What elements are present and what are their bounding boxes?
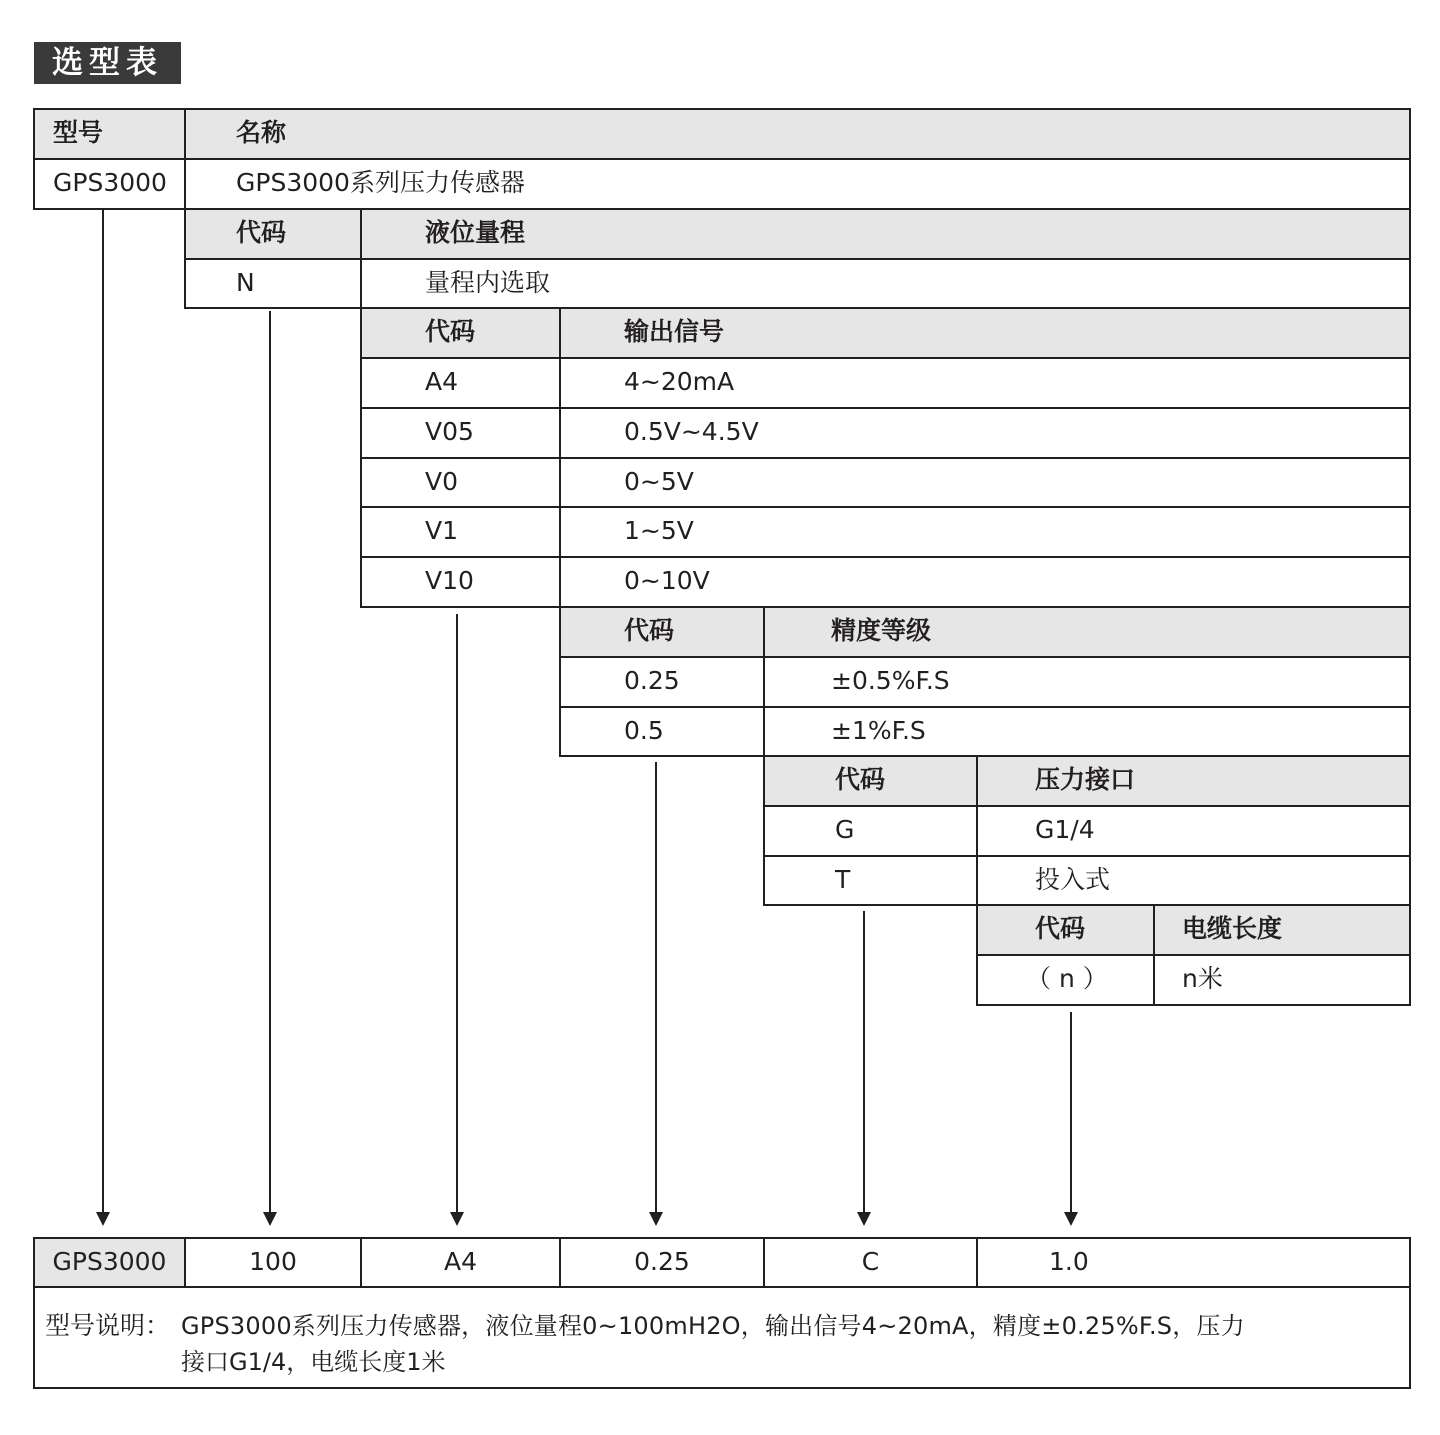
output-code-cell: V10 [360,556,561,608]
model-desc-cell: GPS3000系列压力传感器 [184,158,1411,210]
interface-code-header: 代码 [763,755,978,807]
interface-name-header: 压力接口 [976,755,1411,807]
cable-code-header: 代码 [976,904,1155,956]
arrow-model [102,210,104,1212]
arrow-head-cable [1064,1212,1078,1226]
arrow-interface [863,911,865,1212]
output-code-cell: V0 [360,457,561,508]
note-line-1: GPS3000系列压力传感器，液位量程0~100mH2O，输出信号4~20mA，精度±0.25%F.S，压力 [181,1312,1245,1340]
arrow-head-output [450,1212,464,1226]
cable-code-cell: （ n ） [976,954,1155,1006]
page-title: 选型表 [34,42,181,84]
interface-desc-cell: 投入式 [976,855,1411,906]
arrow-head-interface [857,1212,871,1226]
cable-name-header: 电缆长度 [1153,904,1411,956]
accuracy-desc-cell: ±1%F.S [763,706,1411,757]
output-desc-cell: 4~20mA [559,357,1411,409]
model-code-header: 型号 [33,108,186,160]
example-value-cable: 1.0 [976,1237,1411,1288]
arrow-cable [1070,1012,1072,1212]
model-code-cell: GPS3000 [33,158,186,210]
output-code-cell: V05 [360,407,561,459]
model-name-header: 名称 [184,108,1411,160]
interface-code-cell: G [763,805,978,857]
range-code-header: 代码 [184,208,362,260]
range-desc-cell: 量程内选取 [360,258,1411,309]
output-desc-cell: 0~5V [559,457,1411,508]
arrow-head-accuracy [649,1212,663,1226]
note-label: 型号说明： [45,1311,171,1340]
accuracy-code-cell: 0.25 [559,656,765,708]
cable-desc-cell: n米 [1153,954,1411,1006]
accuracy-name-header: 精度等级 [763,606,1411,658]
output-name-header: 输出信号 [559,307,1411,359]
example-value-accuracy: 0.25 [559,1237,765,1288]
interface-code-cell: T [763,855,978,906]
range-code-cell: N [184,258,362,309]
arrow-accuracy [655,762,657,1212]
output-desc-cell: 1~5V [559,506,1411,558]
output-code-header: 代码 [360,307,561,359]
output-desc-cell: 0.5V~4.5V [559,407,1411,459]
arrow-output [456,614,458,1212]
output-code-cell: A4 [360,357,561,409]
output-code-cell: V1 [360,506,561,558]
range-name-header: 液位量程 [360,208,1411,260]
example-value-range: 100 [184,1237,362,1288]
accuracy-code-cell: 0.5 [559,706,765,757]
accuracy-desc-cell: ±0.5%F.S [763,656,1411,708]
example-value-interface: C [763,1237,978,1288]
arrow-range [269,311,271,1212]
interface-desc-cell: G1/4 [976,805,1411,857]
arrow-head-model [96,1212,110,1226]
example-value-output: A4 [360,1237,561,1288]
accuracy-code-header: 代码 [559,606,765,658]
arrow-head-range [263,1212,277,1226]
output-desc-cell: 0~10V [559,556,1411,608]
example-value-model: GPS3000 [33,1237,186,1288]
note-line-2: 接口G1/4，电缆长度1米 [181,1348,446,1376]
model-description-box [33,1286,1411,1389]
